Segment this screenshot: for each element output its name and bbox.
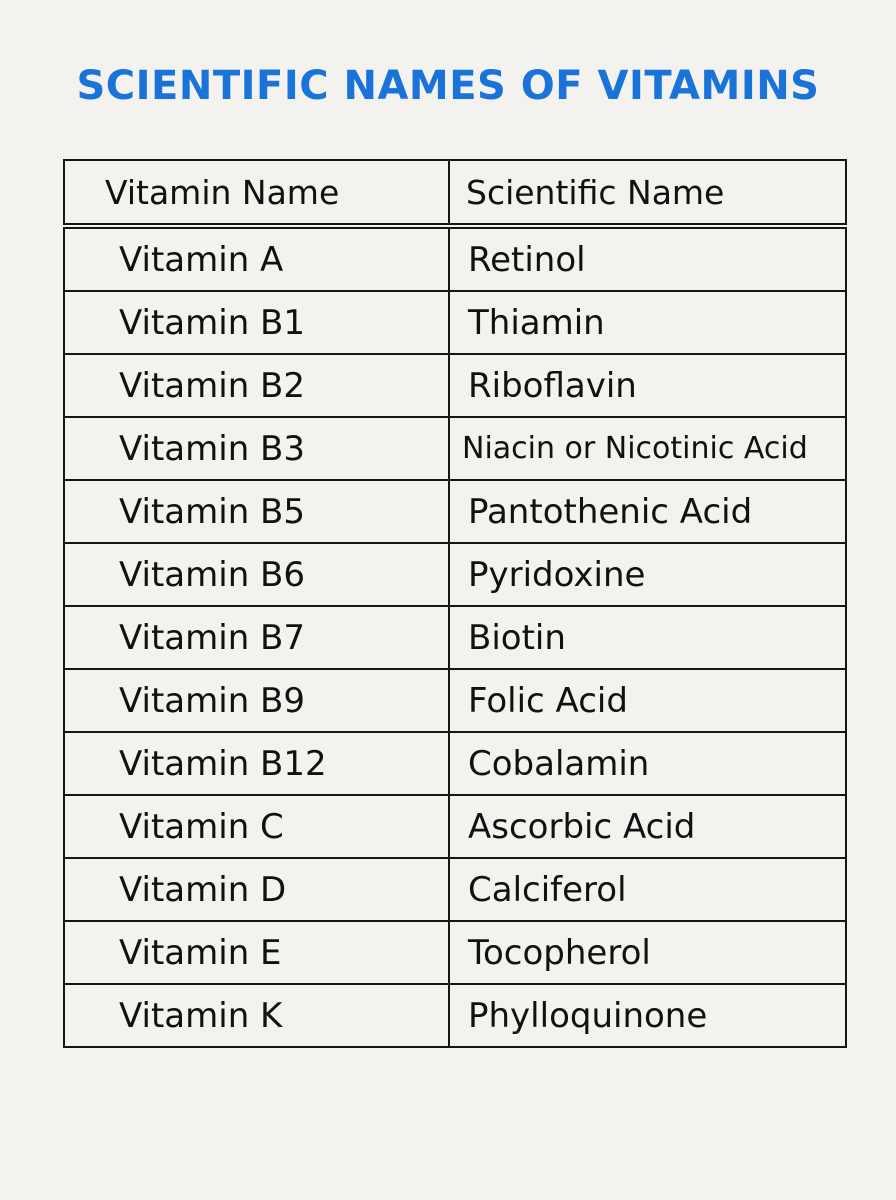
vitamin-name-cell: Vitamin D: [64, 858, 449, 921]
vitamin-table: [63, 159, 847, 1048]
vitamin-name-cell: Vitamin A: [64, 226, 449, 291]
scientific-name-cell: Pyridoxine: [449, 543, 846, 606]
table-header-row: [64, 160, 846, 226]
table-row: [64, 606, 846, 669]
table-row: [64, 226, 846, 291]
table-row: [64, 732, 846, 795]
page-title: SCIENTIFIC NAMES OF VITAMINS: [76, 63, 820, 109]
table-row: [64, 921, 846, 984]
scientific-name-cell: Ascorbic Acid: [449, 795, 846, 858]
vitamin-name-cell: Vitamin C: [64, 795, 449, 858]
vitamin-name-cell: Vitamin B1: [64, 291, 449, 354]
table-row: [64, 480, 846, 543]
scientific-name-cell: Riboflavin: [449, 354, 846, 417]
table-row: [64, 354, 846, 417]
vitamin-name-cell: Vitamin B7: [64, 606, 449, 669]
vitamin-name-cell: Vitamin B5: [64, 480, 449, 543]
vitamin-name-cell: Vitamin K: [64, 984, 449, 1047]
scientific-name-cell: Folic Acid: [449, 669, 846, 732]
table-row: [64, 669, 846, 732]
table-row: [64, 984, 846, 1047]
table-row: [64, 417, 846, 480]
vitamin-name-cell: Vitamin B9: [64, 669, 449, 732]
scientific-name-cell: Calciferol: [449, 858, 846, 921]
scientific-name-cell: Thiamin: [449, 291, 846, 354]
scientific-name-cell: Cobalamin: [449, 732, 846, 795]
vitamin-name-cell: Vitamin B2: [64, 354, 449, 417]
vitamin-name-cell: Vitamin B6: [64, 543, 449, 606]
scientific-name-cell: Retinol: [449, 226, 846, 291]
scientific-name-cell: Tocopherol: [449, 921, 846, 984]
vitamin-name-cell: Vitamin E: [64, 921, 449, 984]
vitamin-name-cell: Vitamin B12: [64, 732, 449, 795]
table-row: [64, 543, 846, 606]
scientific-name-cell: Biotin: [449, 606, 846, 669]
column-header-vitamin-name: Vitamin Name: [64, 160, 449, 226]
table-row: [64, 858, 846, 921]
scientific-name-cell: Phylloquinone: [449, 984, 846, 1047]
table-row: [64, 795, 846, 858]
vitamin-name-cell: Vitamin B3: [64, 417, 449, 480]
column-header-scientific-name: Scientific Name: [449, 160, 846, 226]
table-row: [64, 291, 846, 354]
scientific-name-cell: Pantothenic Acid: [449, 480, 846, 543]
scientific-name-cell: Niacin or Nicotinic Acid: [449, 417, 846, 480]
